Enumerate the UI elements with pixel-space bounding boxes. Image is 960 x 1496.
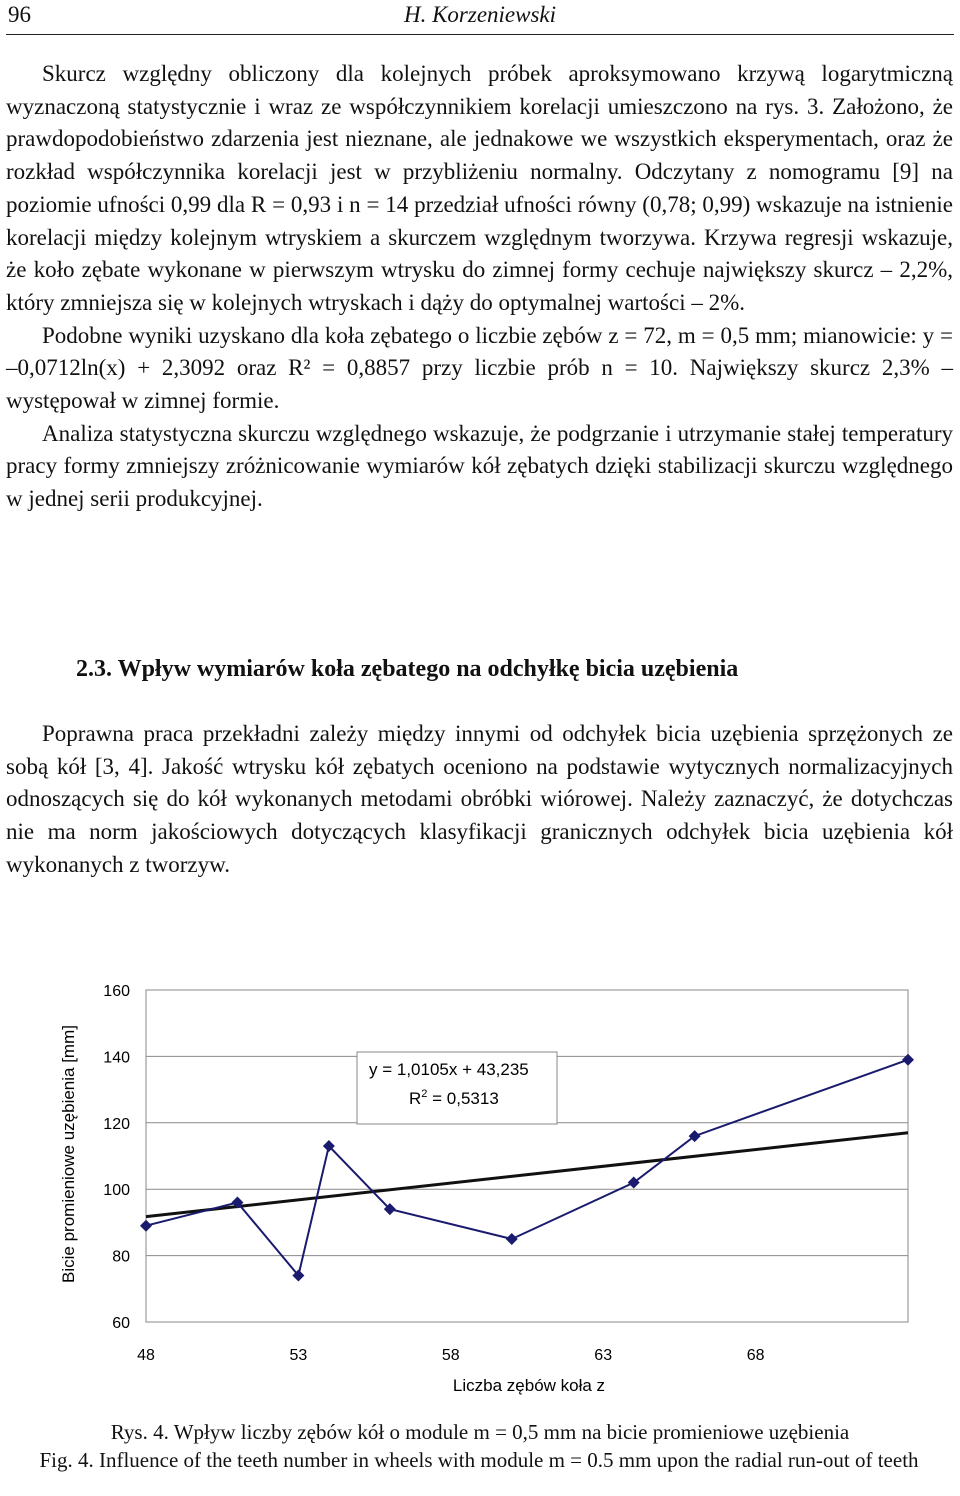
r-squared-label: $R^2 = 0,5313$ [409, 1088, 499, 1108]
x-tick-label: 68 [746, 1347, 765, 1364]
trend-equation: y = 1,0105x + 43,235 [369, 1060, 529, 1079]
y-tick-label: 100 [103, 1182, 130, 1200]
plot-area [146, 990, 908, 1322]
paragraph: Skurcz względny obliczony dla kolejnych próbek aproksymowano krzywą logarytmiczną wyznaczoną statystycznie i wraz ze współczynnikiem korelacji umieszczono na rys. 3. Założono, że prawdopodobieństwo zdarzenia jest nieznane, ale jednakowe we wszystkich eksperymentach, oraz że rozkład współczynnika korelacji jest w przybliżeniu normalny. Odczytany z nomogramu [9] na poziomie ufności 0,99 dla R = 0,93 i n = 14 przedział ufności równy (0,78; 0,99) wskazuje na istnienie korelacji między kolejnym wtryskiem a skurczem względnym tworzywa. Krzywa regresji wskazuje, że koło zębate wykonane w pierwszym wtrysku do zimnej formy cechuje największy skurcz – 2,2%, który zmniejsza się w kolejnych wtryskach i dąży do optymalnej wartości – 2%. [6, 61, 953, 315]
y-tick-label: 120 [103, 1115, 130, 1133]
x-tick-label: 58 [441, 1347, 460, 1364]
y-axis-label: Bicie promieniowe uzębienia [mm] [59, 1025, 78, 1283]
y-tick-labels [103, 983, 130, 1332]
y-tick-label: 160 [103, 983, 130, 1000]
x-axis-label: Liczba zębów koła z [452, 1376, 606, 1395]
x-tick-label: 53 [289, 1347, 308, 1364]
y-tick-label: 140 [103, 1049, 130, 1067]
running-title: H. Korzeniewski [403, 2, 557, 27]
body-text-section [6, 718, 953, 882]
y-tick-label: 60 [112, 1315, 130, 1332]
figure-caption-en: Fig. 4. Influence of the teeth number in wheels with module m = 0.5 mm upon the radial run-out of teeth [39, 1448, 919, 1472]
x-tick-label: 63 [594, 1347, 613, 1364]
run-out-chart [0, 968, 960, 1408]
x-tick-label: 48 [137, 1347, 155, 1364]
paragraph: Poprawna praca przekładni zależy między innymi od odchyłek bicia uzębienia sprzężonych ze sobą kół [3, 4]. Jakość wtrysku kół zębatych oceniono na podstawie wytycznych normalizacyjnych odnoszących się do kół wykonanych metodami obróbki wiórowej. Należy zaznaczyć, że dotychczas nie ma norm jakościowych dotyczących klasyfikacji granicznych odchyłek bicia uzębienia kół wykonanych z tworzyw. [6, 721, 953, 877]
page-header [6, 0, 954, 35]
paragraph: Analiza statystyczna skurczu względnego wskazuje, że podgrzanie i utrzymanie stałej temperatury pracy formy zmniejszy zróżnicowanie wymiarów kół zębatych dzięki stabilizacji skurczu względnego w jednej serii produkcyjnej. [6, 420, 953, 512]
section-title: 2.3. Wpływ wymiarów koła zębatego na odchyłkę bicia uzębienia [76, 656, 739, 682]
x-tick-labels [137, 1347, 764, 1364]
figure-caption-pl: Rys. 4. Wpływ liczby zębów kół o module m = 0,5 mm na bicie promieniowe uzębienia [110, 1420, 850, 1444]
body-text-top [6, 58, 953, 516]
page-number: 96 [8, 2, 31, 27]
paragraph: Podobne wyniki uzyskano dla koła zębatego o liczbie zębów z = 72, m = 0,5 mm; mianowicie: y = –0,0712ln(x) + 2,3092 oraz R² = 0,8857 przy liczbie prób n = 10. Największy skurcz 2,3% – występował w zimnej formie. [6, 322, 953, 414]
y-tick-label: 80 [112, 1248, 130, 1266]
